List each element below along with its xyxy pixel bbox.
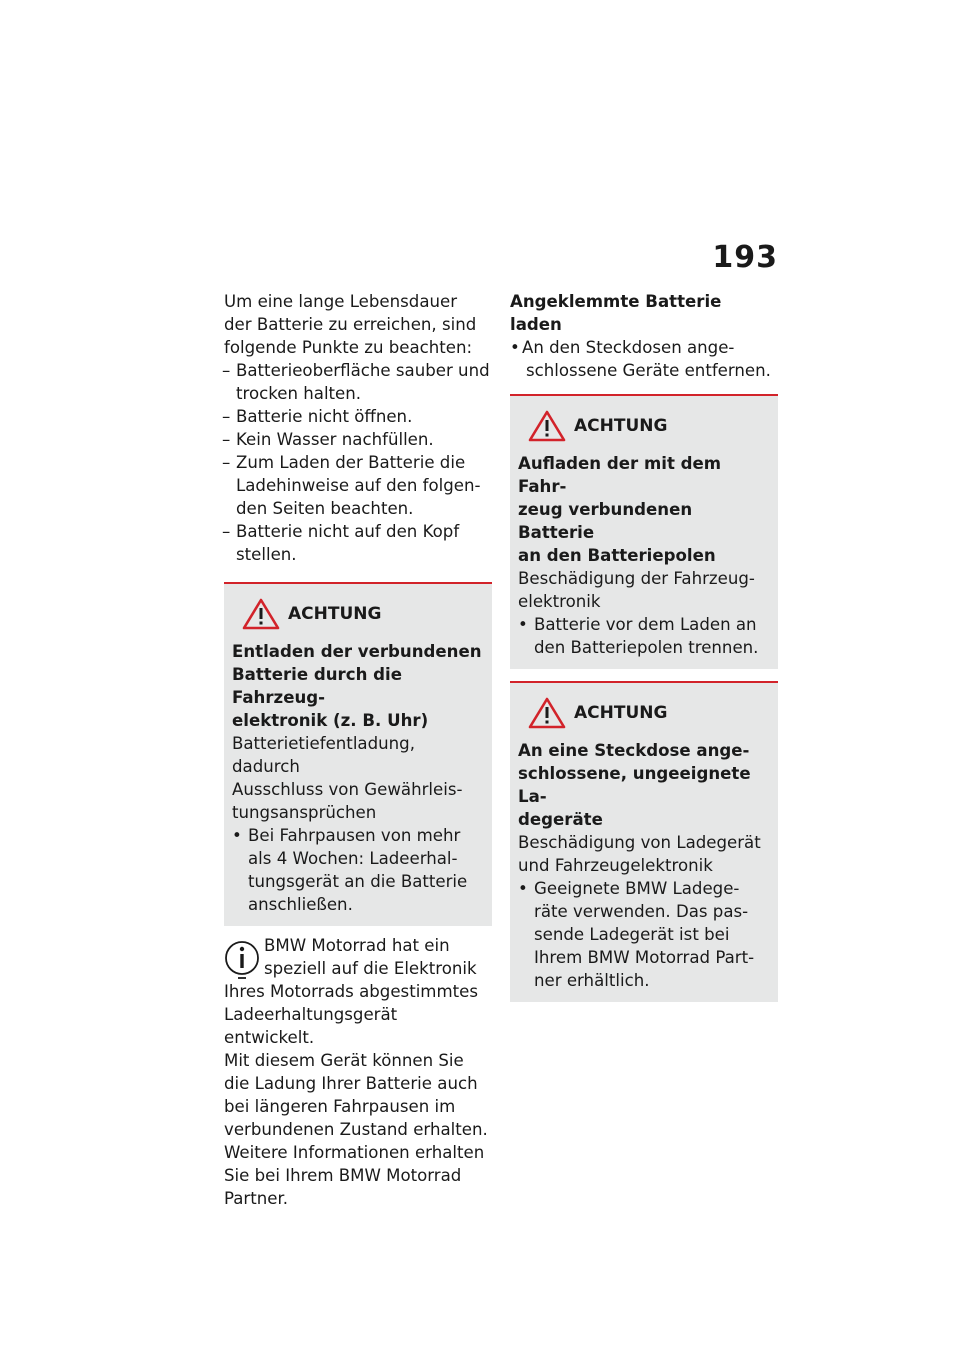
info-icon — [224, 938, 260, 980]
bullet-line: An den Steckdosen ange- — [522, 338, 735, 357]
bullet-line: anschließen. — [248, 895, 353, 914]
section-heading: Angeklemmte Batterie laden — [510, 292, 722, 334]
info-line: Mit diesem Gerät können Sie — [224, 1051, 464, 1070]
warning-title-line: An eine Steckdose ange- — [518, 741, 750, 760]
bullet-line: schlossene Geräte entfernen. — [526, 361, 771, 380]
care-list-item — [224, 451, 492, 520]
warning-desc-line: tungsansprüchen — [232, 803, 377, 822]
info-line: Ladeerhaltungsgerät entwickelt. — [224, 1005, 398, 1047]
warning-header — [232, 594, 484, 634]
warning-title-line: Batterie durch die Fahrzeug- — [232, 665, 402, 707]
right-column — [510, 290, 778, 1002]
list-line: den Seiten beachten. — [236, 499, 414, 518]
intro-line: folgende Punkte zu beachten: — [224, 338, 473, 357]
warning-header — [518, 406, 770, 446]
bullet-line: Bei Fahrpausen von mehr — [248, 826, 461, 845]
warning-title-line: zeug verbundenen Batterie — [518, 500, 693, 542]
list-line: – Batterie nicht öffnen. — [236, 407, 413, 426]
care-list-item — [224, 405, 492, 428]
care-list — [224, 359, 492, 566]
warning-desc-line: Ausschluss von Gewährleis- — [232, 780, 463, 799]
warning-box — [510, 394, 778, 669]
bullet-line: als 4 Wochen: Ladeerhal- — [248, 849, 458, 868]
warning-title-line: schlossene, ungeeignete La- — [518, 764, 751, 806]
warning-desc-line: elektronik — [518, 592, 601, 611]
warning-bullet — [232, 824, 484, 916]
bullet-line: Geeignete BMW Ladege- — [534, 879, 740, 898]
page-number: 193 — [712, 240, 778, 275]
bullet-icon: • — [232, 826, 242, 845]
warning-triangle-icon — [528, 697, 566, 729]
warning-label: ACHTUNG — [574, 416, 668, 436]
care-list-item — [224, 520, 492, 566]
warning-title-line: Entladen der verbundenen — [232, 642, 482, 661]
intro-line: der Batterie zu erreichen, sind — [224, 315, 477, 334]
left-column — [224, 290, 492, 1210]
list-line: – Batterie nicht auf den Kopf — [236, 522, 460, 541]
list-line: – Zum Laden der Batterie die — [236, 453, 466, 472]
intro-paragraph — [224, 290, 492, 359]
warning-bullet — [518, 613, 770, 659]
warning-desc-line: Batterietiefentladung, dadurch — [232, 734, 415, 776]
list-line: trocken halten. — [236, 384, 362, 403]
intro-line: Um eine lange Lebensdauer — [224, 292, 458, 311]
warning-box — [224, 582, 492, 926]
warning-bullet — [518, 877, 770, 992]
bullet-line: Batterie vor dem Laden an — [534, 615, 757, 634]
warning-title-line: degeräte — [518, 810, 603, 829]
bullet-line: sende Ladegerät ist bei — [534, 925, 730, 944]
warning-triangle-icon — [242, 598, 280, 630]
info-line: Partner. — [224, 1189, 289, 1208]
list-line: Ladehinweise auf den folgen- — [236, 476, 481, 495]
info-line: BMW Motorrad hat ein — [264, 936, 450, 955]
warning-title-line: an den Batteriepolen — [518, 546, 716, 565]
warning-desc-line: Beschädigung von Ladegerät — [518, 833, 761, 852]
info-note — [224, 934, 492, 1210]
info-line: die Ladung Ihrer Batterie auch — [224, 1074, 478, 1093]
warning-label: ACHTUNG — [288, 604, 382, 624]
bullet-line: tungsgerät an die Batterie — [248, 872, 468, 891]
info-line: verbundenen Zustand erhalten. — [224, 1120, 488, 1139]
warning-desc-line: und Fahrzeugelektronik — [518, 856, 713, 875]
instruction-bullet — [510, 336, 778, 382]
care-list-item — [224, 359, 492, 405]
warning-desc-line: Beschädigung der Fahrzeug- — [518, 569, 755, 588]
warning-title-line: elektronik (z. B. Uhr) — [232, 711, 429, 730]
bullet-line: den Batteriepolen trennen. — [534, 638, 759, 657]
info-line: bei längeren Fahrpausen im — [224, 1097, 456, 1116]
list-line: – Kein Wasser nachfüllen. — [236, 430, 434, 449]
bullet-line: räte verwenden. Das pas- — [534, 902, 749, 921]
warning-box — [510, 681, 778, 1002]
info-line: speziell auf die Elektronik — [264, 959, 477, 978]
bullet-line: ner erhältlich. — [534, 971, 650, 990]
warning-header — [518, 693, 770, 733]
warning-title-line: Aufladen der mit dem Fahr- — [518, 454, 722, 496]
info-line: Weitere Informationen erhalten — [224, 1143, 485, 1162]
bullet-icon: • — [518, 879, 528, 898]
info-line: Ihres Motorrads abgestimmtes — [224, 982, 478, 1001]
info-line: Sie bei Ihrem BMW Motorrad — [224, 1166, 462, 1185]
list-line: stellen. — [236, 545, 297, 564]
warning-triangle-icon — [528, 410, 566, 442]
warning-label: ACHTUNG — [574, 703, 668, 723]
list-line: – Batterieoberfläche sauber und — [236, 361, 490, 380]
bullet-icon: • — [510, 338, 520, 357]
bullet-line: Ihrem BMW Motorrad Part- — [534, 948, 755, 967]
bullet-icon: • — [518, 615, 528, 634]
care-list-item — [224, 428, 492, 451]
